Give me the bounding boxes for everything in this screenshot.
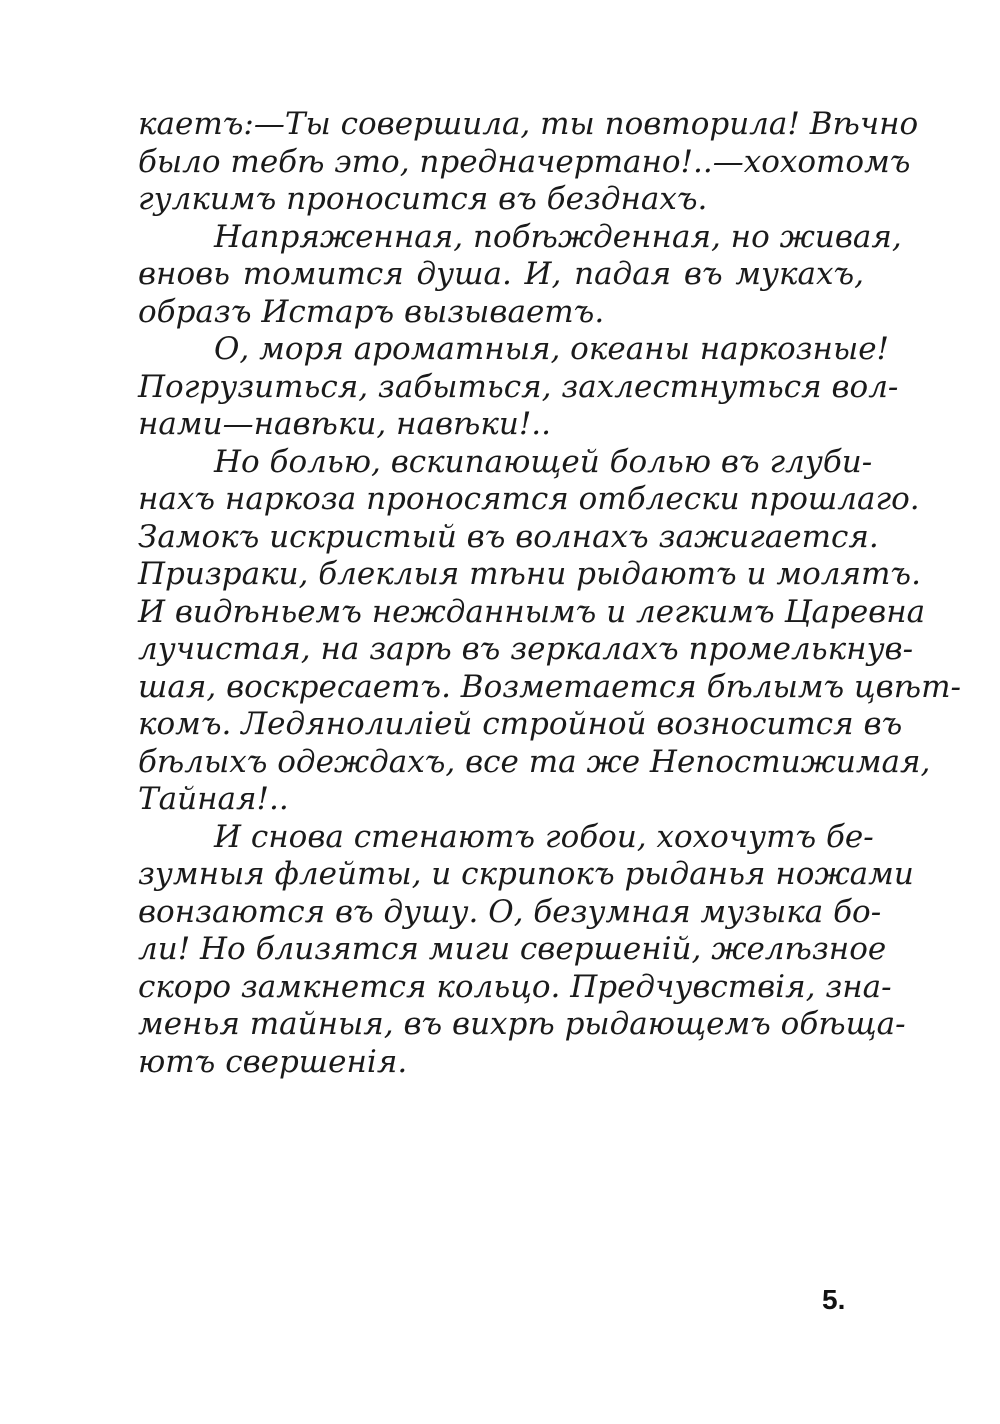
paragraph — [138, 443, 961, 819]
text-line: Погрузиться, забыться, захлестнуться вол- — [138, 368, 899, 405]
body-text — [138, 106, 961, 1081]
text-line: О, моря ароматныя, океаны наркозные! — [214, 331, 890, 367]
text-line: И снова стенаютъ гобои, хохочутъ бе- — [214, 818, 874, 855]
text-line: вновь томится душа. И, падая въ мукахъ, — [138, 256, 864, 292]
paragraph — [138, 106, 919, 219]
text-line: лучистая, на зарѣ въ зеркалахъ промелькнув- — [138, 631, 914, 667]
text-line: было тебѣ это, предначертано!..—хохотомъ — [138, 143, 911, 180]
paragraph — [138, 818, 914, 1082]
text-line: Но болью, вскипающей болью въ глуби- — [214, 443, 873, 480]
text-line: вонзаются въ душу. О, безумная музыка бо- — [138, 893, 882, 930]
text-line: Призраки, блеклыя тѣни рыдаютъ и молятъ. — [138, 556, 921, 592]
text-line: гулкимъ проносится въ безднахъ. — [138, 181, 708, 217]
text-line: менья тайныя, въ вихрѣ рыдающемъ обѣща- — [138, 1006, 906, 1042]
text-line: Замокъ искристый въ волнахъ зажигается. — [138, 518, 879, 555]
page-number: 5. — [822, 1284, 846, 1315]
paragraph — [138, 218, 902, 332]
text-line: зумныя флейты, и скрипокъ рыданья ножами — [138, 856, 914, 892]
text-line: Тайная!.. — [138, 781, 289, 817]
text-line: Напряженная, побѣжденная, но живая, — [214, 218, 902, 255]
text-line: ютъ свершенія. — [138, 1043, 408, 1080]
text-line: скоро замкнется кольцо. Предчувствія, зна- — [138, 968, 892, 1005]
paragraph — [138, 331, 899, 444]
text-line: бѣлыхъ одеждахъ, все та же Непостижимая, — [138, 743, 931, 780]
text-line: нами—навѣки, навѣки!.. — [138, 406, 551, 442]
text-line: каетъ:—Ты совершила, ты повторила! Вѣчно — [138, 106, 919, 142]
text-line: нахъ наркоза проносятся отблески прошлаго. — [138, 481, 920, 517]
text-line: шая, воскресаетъ. Возметается бѣлымъ цвѣт- — [138, 668, 961, 705]
text-line: И видѣньемъ нежданнымъ и легкимъ Царевна — [138, 593, 926, 630]
text-line: образъ Истаръ вызываетъ. — [138, 293, 605, 330]
text-line: комъ. Ледянолиліей стройной возносится въ — [138, 706, 903, 742]
text-line: ли! Но близятся миги свершеній, желѣзное — [138, 931, 887, 967]
